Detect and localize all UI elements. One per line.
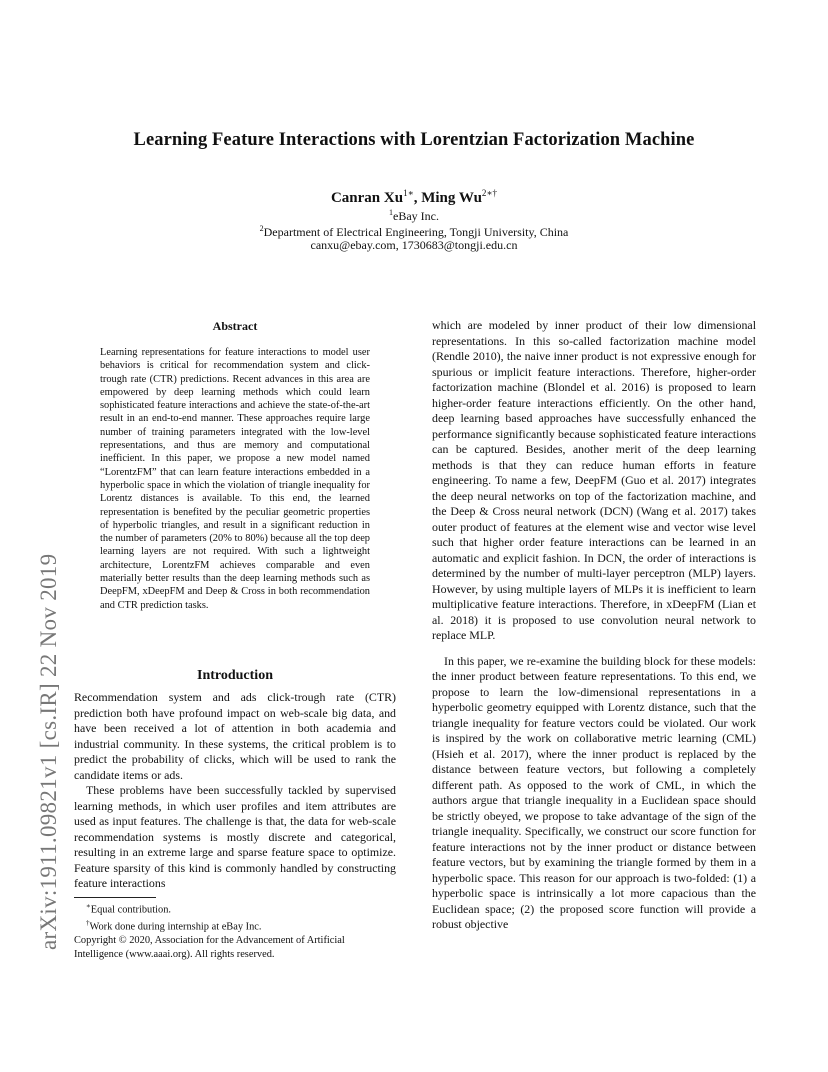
footnote-mark: ∗	[86, 902, 91, 910]
author-name: Canran Xu	[330, 190, 404, 206]
abstract-text: Learning representations for feature interactions to model user behaviors is critical for recommendation system and click-trough rate (CTR) predictions. Recent advances in this area are empowered by deep learning methods which could learn sophisticated feature interactions and achieve the state-of-the-art result in an end-to-end manner. These approaches require large number of training parameters integrated with the low-level representations, and thus are memory and computational inefficient. In this paper, we propose a new model named “LorentzFM” that can learn feature interactions embedded in a hyperbolic space in which the violation of triangle inequality for Lorentz distances is available. To this end, the learned representation is benefited by the peculiar geometric properties of hyperbolic triangles, and result in a significant reduction in the number of parameters (20% to 80%) because all the top deep learning layers are not required. With such a lightweight architecture, LorentzFM achieves comparable and even materially better results than the deep learning methods such as DeepFM, xDeepFM and Deep & Cross in both recommendation and CTR prediction tasks.	[100, 347, 370, 611]
paragraph: In this paper, we re-examine the building block for these models: the inner product between feature representations. To this end, we propose to learn the low-dimensional representations in a hyperbolic geometry equipped with Lorentz distance, such that the triangle inequality for feature vectors could be violated. Our work is inspired by the work on collaborative metric learning (CML) (Hsieh et al. 2017), where the inner product is replaced by the distance between feature vectors, but following a completely different path. As opposed to the work of CML, in which the authors argue that triangle inequality in a Euclidean space should be strictly obeyed, we propose to take advantage of the sign of the triangle inequality. Specifically, we construct our score function for feature interactions not by the inner product or distance between feature vectors, but by examining the triangle formed by them in a hyperbolic space. This reason for our approach is two-folded: (1) a hyperbolic space is intrinsically a lot more capacious than the Euclidean space; (2) the proposed score function will provide a robust objective	[432, 653, 756, 931]
footnote	[74, 900, 396, 917]
footnote-text: Equal contribution.	[90, 904, 171, 916]
footnotes	[74, 900, 396, 961]
author-line: Canran $Xu^{1∗}$, Ming $Wu^{2∗\dagger}$	[330, 188, 498, 206]
affiliation-text: Department of Electrical Engineering, Tongji University, China	[263, 225, 569, 239]
author-name: Ming Wu	[421, 190, 482, 206]
left-column	[74, 690, 396, 892]
affiliation-mark: 2	[259, 224, 264, 233]
footnote-rule	[74, 897, 156, 898]
paragraph: These problems have been successfully tackled by supervised learning methods, in which user profiles and item attributes are used as input features. The challenge is that, the data for web-scale recommendation systems is mostly discrete and categorical, resulting in an extreme large and sparse feature space to optimize. Feature sparsity of this kind is commonly handled by constructing feature interactions	[74, 783, 396, 890]
affiliation-text: eBay Inc.	[393, 209, 439, 223]
affiliation-mark: 1	[389, 208, 393, 217]
footnote-mark: †	[86, 919, 90, 928]
paper-title: Learning Feature Interactions with Lorentzian Factorization Machine	[133, 130, 695, 150]
author-marks: 1∗	[403, 188, 414, 198]
paragraph: Recommendation system and ads click-trough rate (CTR) prediction both have profound impact on web-scale big data, and have been received a lot of attention in both academia and industrial community. In these systems, the critical problem is to predict the probability of clicks, which will be used to rank the candidate items or ads.	[74, 690, 396, 782]
copyright-notice: Copyright © 2020, Association for the Advancement of Artificial Intelligence (www.aaai.org). All rights reserved.	[74, 935, 345, 960]
paragraph: which are modeled by inner product of their low dimensional representations. In this so-called factorization machine model (Rendle 2010), the naive inner product is not expressive enough for spurious or implicit feature interactions. Therefore, higher-order factorization machine (Blondel et al. 2016) is proposed to learn higher-order feature interactions efficiently. On the other hand, deep learning based approaches have successfully enhanced the performance significantly because sophisticated feature interactions can be captured. Besides, another merit of the deep learning methods is that they can reduce human efforts in feature engineering. To name a few, DeepFM (Guo et al. 2017) integrates the deep neural networks on top of the factorization machine, and the Deep & Cross neural network (DCN) (Wang et al. 2017) takes outer product of features at the element wise and vector wise level such that higher order feature interactions can be learned in an automatic and explicit fashion. In DCN, the order of interactions is determined by the number of multi-layer perceptron (MLP) layers. However, by using multiple layers of MLPs it is inefficient to learn multiplicative feature interactions. Therefore, in xDeepFM (Lian et al. 2018) it is proposed to use convolution neural network to replace MLP.	[432, 318, 756, 642]
arxiv-side-stamp: arXiv:1911.09821v1 [cs.IR] 22 Nov 2019	[36, 553, 61, 950]
footnote	[74, 917, 396, 934]
abstract-heading: Abstract	[212, 319, 258, 333]
author-emails: canxu@ebay.com, 1730683@tongji.edu.cn	[310, 238, 518, 252]
footnote-text: Work done during internship at eBay Inc.	[89, 921, 262, 933]
right-column	[432, 318, 756, 933]
introduction-heading: Introduction	[197, 668, 273, 683]
author-marks: 2∗†	[481, 188, 498, 198]
